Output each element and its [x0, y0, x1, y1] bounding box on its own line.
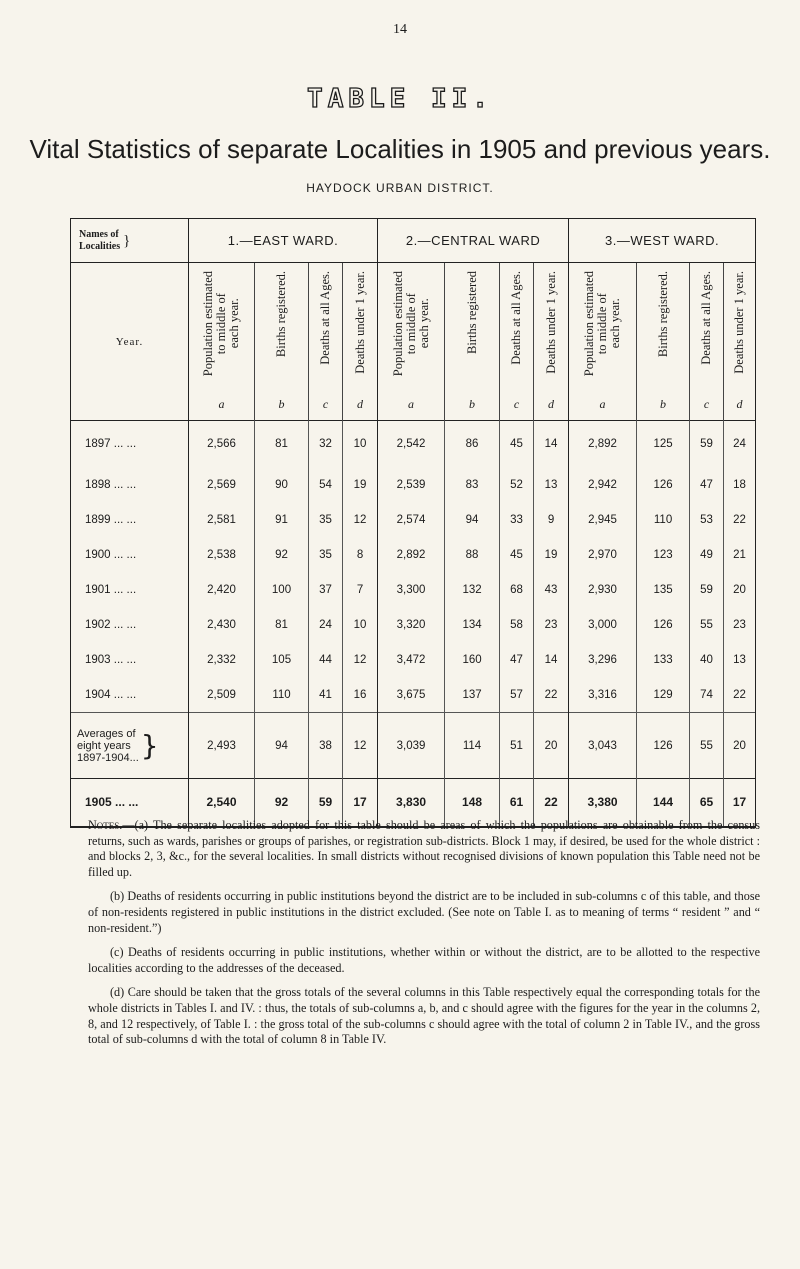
- table-cell: 10: [343, 421, 378, 468]
- table-cell: 2,430: [189, 608, 255, 643]
- table-cell: 41: [309, 678, 343, 713]
- table-cell: 3,472: [378, 643, 445, 678]
- table-cell: 20: [724, 573, 756, 608]
- table-cell: 58: [500, 608, 534, 643]
- table-cell: 3,320: [378, 608, 445, 643]
- table-cell: 2,930: [569, 573, 637, 608]
- table-cell: 110: [255, 678, 309, 713]
- table-cell: 135: [637, 573, 690, 608]
- table-cell: 144: [637, 779, 690, 827]
- table-cell: 9: [534, 503, 569, 538]
- table-cell: 16: [343, 678, 378, 713]
- row-year: 1897 ... ...: [71, 421, 189, 468]
- table-cell: 17: [343, 779, 378, 827]
- averages-row: [71, 713, 756, 779]
- row-year: 1900 ... ...: [71, 538, 189, 573]
- table-cell: 14: [534, 643, 569, 678]
- year-header: Year.: [71, 263, 189, 421]
- table-cell: 23: [534, 608, 569, 643]
- table-cell: 14: [534, 421, 569, 468]
- table-cell: 43: [534, 573, 569, 608]
- table-title: TABLE II.: [307, 84, 493, 114]
- table-cell: 22: [534, 678, 569, 713]
- table-cell: 81: [255, 608, 309, 643]
- table-cell: 3,039: [378, 713, 445, 779]
- table-cell: 2,892: [378, 538, 445, 573]
- table-cell: 2,509: [189, 678, 255, 713]
- table-cell: 2,574: [378, 503, 445, 538]
- table-cell: 3,000: [569, 608, 637, 643]
- table-row: [71, 468, 756, 503]
- table-cell: 3,043: [569, 713, 637, 779]
- table-cell: 18: [724, 468, 756, 503]
- table-cell: 110: [637, 503, 690, 538]
- table-cell: 53: [690, 503, 724, 538]
- table-cell: 86: [445, 421, 500, 468]
- table-cell: 35: [309, 503, 343, 538]
- page-number: 14: [393, 22, 407, 37]
- table-cell: 55: [690, 713, 724, 779]
- table-cell: 148: [445, 779, 500, 827]
- table-cell: 19: [534, 538, 569, 573]
- row-year: 1903 ... ...: [71, 643, 189, 678]
- table-row: [71, 573, 756, 608]
- table-cell: 57: [500, 678, 534, 713]
- table-cell: 20: [534, 713, 569, 779]
- note-b: (b) Deaths of residents occurring in public institutions beyond the district are to be included in sub-columns c of this table, and those of non-residents registered in public institutions in the district excluded. (See note on Table I. as to meaning of terms “ resident ” and “ non-resident.”): [88, 889, 760, 935]
- table-cell: 17: [724, 779, 756, 827]
- table-cell: 38: [309, 713, 343, 779]
- table-cell: 134: [445, 608, 500, 643]
- table-cell: 90: [255, 468, 309, 503]
- table-cell: 2,538: [189, 538, 255, 573]
- west-ward-header: 3.—WEST WARD.: [569, 219, 756, 263]
- averages-label: Averages of eight years 1897-1904... }: [71, 713, 189, 779]
- table-cell: 105: [255, 643, 309, 678]
- table-cell: 74: [690, 678, 724, 713]
- col-header-population: Population estimated to middle of each year. a: [189, 263, 255, 421]
- table-cell: 2,332: [189, 643, 255, 678]
- table-cell: 32: [309, 421, 343, 468]
- table-cell: 3,296: [569, 643, 637, 678]
- table-cell: 3,380: [569, 779, 637, 827]
- table-cell: 40: [690, 643, 724, 678]
- names-of-localities-header: Names of Localities }: [71, 219, 189, 263]
- table-cell: 3,316: [569, 678, 637, 713]
- row-year: 1904 ... ...: [71, 678, 189, 713]
- table-cell: 92: [255, 779, 309, 827]
- table-cell: 24: [724, 421, 756, 468]
- row-year: 1901 ... ...: [71, 573, 189, 608]
- col-header-births: Births registered b: [445, 263, 500, 421]
- table-cell: 114: [445, 713, 500, 779]
- col-header-population: Population estimated to middle of each year. a: [378, 263, 445, 421]
- table-cell: 160: [445, 643, 500, 678]
- table-cell: 23: [724, 608, 756, 643]
- col-header-deaths-all-ages: Deaths at all Ages. c: [500, 263, 534, 421]
- table-cell: 125: [637, 421, 690, 468]
- col-header-deaths-under-1: Deaths under 1 year. d: [343, 263, 378, 421]
- table-row: [71, 678, 756, 713]
- east-ward-header: 1.—EAST WARD.: [189, 219, 378, 263]
- table-cell: 13: [534, 468, 569, 503]
- table-cell: 132: [445, 573, 500, 608]
- table-cell: 49: [690, 538, 724, 573]
- table-cell: 24: [309, 608, 343, 643]
- table-cell: 2,420: [189, 573, 255, 608]
- col-header-births: Births registered. b: [637, 263, 690, 421]
- table-cell: 13: [724, 643, 756, 678]
- table-row: [71, 608, 756, 643]
- table-cell: 2,493: [189, 713, 255, 779]
- table-cell: 22: [534, 779, 569, 827]
- table-cell: 22: [724, 678, 756, 713]
- table-cell: 133: [637, 643, 690, 678]
- table-cell: 2,569: [189, 468, 255, 503]
- row-year: 1902 ... ...: [71, 608, 189, 643]
- table-cell: 83: [445, 468, 500, 503]
- table-cell: 45: [500, 421, 534, 468]
- table-cell: 59: [309, 779, 343, 827]
- table-row: [71, 538, 756, 573]
- note-c: (c) Deaths of residents occurring in public institutions, whether within or without the district, are to be allotted to the respective localities according to the addresses of the deceased.: [88, 945, 760, 975]
- table-cell: 94: [445, 503, 500, 538]
- table-cell: 12: [343, 503, 378, 538]
- col-header-deaths-all-ages: Deaths at all Ages. c: [309, 263, 343, 421]
- table-cell: 61: [500, 779, 534, 827]
- table-cell: 59: [690, 421, 724, 468]
- table-cell: 12: [343, 713, 378, 779]
- note-a: Notes.—(a) The separate localities adopted for this table should be areas of which the populations are obtainable from the census returns, such as wards, parishes or groups of parishes, or registration sub-districts. Block 1 may, if desired, be used for the whole district : and blocks 2, 3, &c., for the several localities. In small districts without recognised divisions of known population this Table need not be filled up.: [88, 818, 760, 879]
- col-header-births: Births registered. b: [255, 263, 309, 421]
- row-year: 1898 ... ...: [71, 468, 189, 503]
- table-cell: 88: [445, 538, 500, 573]
- table-cell: 81: [255, 421, 309, 468]
- table-cell: 3,675: [378, 678, 445, 713]
- table-cell: 52: [500, 468, 534, 503]
- table-cell: 10: [343, 608, 378, 643]
- table-cell: 2,566: [189, 421, 255, 468]
- table-cell: 35: [309, 538, 343, 573]
- table-cell: 126: [637, 468, 690, 503]
- table-cell: 45: [500, 538, 534, 573]
- table-cell: 47: [500, 643, 534, 678]
- central-ward-header: 2.—CENTRAL WARD: [378, 219, 569, 263]
- page-subtitle: Vital Statistics of separate Localities in 1905 and previous years.: [29, 134, 771, 164]
- table-cell: 59: [690, 573, 724, 608]
- table-cell: 7: [343, 573, 378, 608]
- col-header-deaths-under-1: Deaths under 1 year. d: [534, 263, 569, 421]
- col-header-deaths-all-ages: Deaths at all Ages. c: [690, 263, 724, 421]
- table-cell: 8: [343, 538, 378, 573]
- table-cell: 2,942: [569, 468, 637, 503]
- table-cell: 94: [255, 713, 309, 779]
- table-cell: 55: [690, 608, 724, 643]
- table-cell: 65: [690, 779, 724, 827]
- table-cell: 21: [724, 538, 756, 573]
- table-cell: 19: [343, 468, 378, 503]
- table-cell: 2,539: [378, 468, 445, 503]
- table-cell: 12: [343, 643, 378, 678]
- table-cell: 91: [255, 503, 309, 538]
- district-name: HAYDOCK URBAN DISTRICT.: [306, 181, 494, 195]
- table-cell: 33: [500, 503, 534, 538]
- table-cell: 51: [500, 713, 534, 779]
- table-cell: 2,892: [569, 421, 637, 468]
- table-cell: 37: [309, 573, 343, 608]
- col-header-population: Population estimated to middle of each year. a: [569, 263, 637, 421]
- table-row: [71, 643, 756, 678]
- table-cell: 129: [637, 678, 690, 713]
- table-cell: 100: [255, 573, 309, 608]
- table-cell: 2,542: [378, 421, 445, 468]
- table-notes: [88, 818, 760, 1057]
- table-cell: 126: [637, 608, 690, 643]
- table-cell: 2,945: [569, 503, 637, 538]
- table-cell: 3,830: [378, 779, 445, 827]
- table-cell: 68: [500, 573, 534, 608]
- table-cell: 126: [637, 713, 690, 779]
- note-d: (d) Care should be taken that the gross totals of the several columns in this Table respectively equal the corresponding totals for the whole districts in Tables I. and IV. : thus, the totals of sub-columns a, b, and c should agree with the figures for the year in the columns 2, 8, and 12 respectively, of Table I. : the gross total of the sub-columns c should agree with the total of column 2 in Table IV., and the gross total of sub-columns d with the total of column 8 in Table IV.: [88, 985, 760, 1047]
- table-cell: 2,581: [189, 503, 255, 538]
- table-cell: 47: [690, 468, 724, 503]
- row-year: 1899 ... ...: [71, 503, 189, 538]
- table-cell: 20: [724, 713, 756, 779]
- table-cell: 44: [309, 643, 343, 678]
- row-year: 1905 ... ...: [71, 779, 189, 827]
- vital-statistics-table: [70, 218, 756, 828]
- table-cell: 2,540: [189, 779, 255, 827]
- table-cell: 92: [255, 538, 309, 573]
- table-cell: 3,300: [378, 573, 445, 608]
- table-row: [71, 503, 756, 538]
- table-cell: 54: [309, 468, 343, 503]
- table-cell: 137: [445, 678, 500, 713]
- table-cell: 2,970: [569, 538, 637, 573]
- col-header-deaths-under-1: Deaths under 1 year. d: [724, 263, 756, 421]
- table-cell: 22: [724, 503, 756, 538]
- table-row: [71, 421, 756, 468]
- table-cell: 123: [637, 538, 690, 573]
